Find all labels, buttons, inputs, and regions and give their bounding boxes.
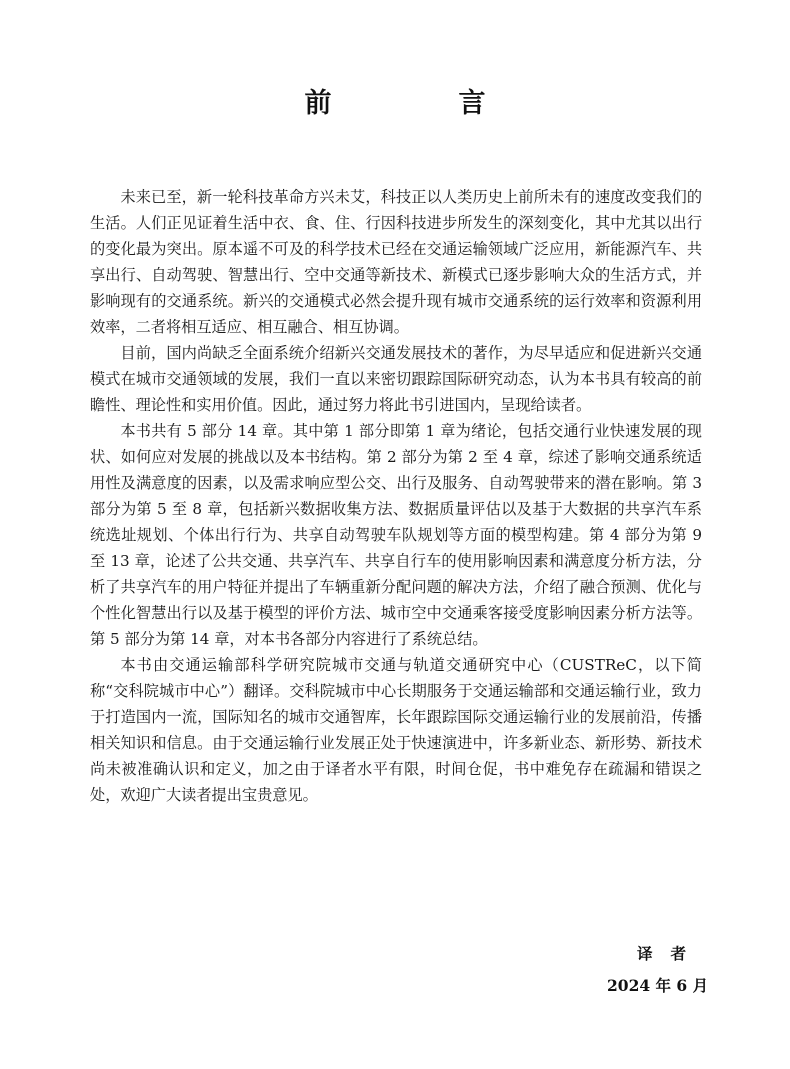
preface-body: [90, 184, 702, 808]
translator-signature: 译者: [637, 944, 705, 963]
paragraph-1: 未来已至，新一轮科技革命方兴未艾，科技正以人类历史上前所未有的速度改变我们的生活。人们正见证着生活中衣、食、住、行因科技进步所发生的深刻变化，其中尤其以出行的变化最为突出。原本遥不可及的科学技术已经在交通运输领域广泛应用，新能源汽车、共享出行、自动驾驶、智慧出行、空中交通等新技术、新模式已逐步影响大众的生活方式，并影响现有的交通系统。新兴的交通模式必然会提升现有城市交通系统的运行效率和资源利用效率，二者将相互适应、相互融合、相互协调。: [90, 188, 702, 336]
paragraph-2: 目前，国内尚缺乏全面系统介绍新兴交通发展技术的著作，为尽早适应和促进新兴交通模式在城市交通领域的发展，我们一直以来密切跟踪国际研究动态，认为本书具有较高的前瞻性、理论性和实用价值。因此，通过努力将此书引进国内，呈现给读者。: [90, 344, 702, 414]
paragraph-4: 本书由交通运输部科学研究院城市交通与轨道交通研究中心（CUSTReC，以下简称“交科院城市中心”）翻译。交科院城市中心长期服务于交通运输部和交通运输行业，致力于打造国内一流，国际知名的城市交通智库，长年跟踪国际交通运输行业的发展前沿，传播相关知识和信息。由于交通运输行业发展正处于快速演进中，许多新业态、新形势、新技术尚未被准确认识和定义，加之由于译者水平有限，时间仓促，书中难免存在疏漏和错误之处，欢迎广大读者提出宝贵意见。: [90, 656, 702, 804]
page-title: 前 言: [304, 88, 536, 119]
paragraph-3: 本书共有 5 部分 14 章。其中第 1 部分即第 1 章为绪论，包括交通行业快速发展的现状、如何应对发展的挑战以及本书结构。第 2 部分为第 2 至 4 章，综述了影响交通系统适用性及满意度的因素，以及需求响应型公交、出行及服务、自动驾驶带来的潜在影响。第 3 部分为第 5 至 8 章，包括新兴数据收集方法、数据质量评估以及基于大数据的共享汽车系统选址规划、个体出行行为、共享自动驾驶车队规划等方面的模型构建。第 4 部分为第 9 至 13 章，论述了公共交通、共享汽车、共享自行车的使用影响因素和满意度分析方法，分析了共享汽车的用户特征并提出了车辆重新分配问题的解决方法，介绍了融合预测、优化与个性化智慧出行以及基于模型的评价方法、城市空中交通乘客接受度影响因素分析方法等。第 5 部分为第 14 章，对本书各部分内容进行了系统总结。: [90, 422, 702, 648]
signature-date: 2024 年 6 月: [607, 976, 709, 995]
